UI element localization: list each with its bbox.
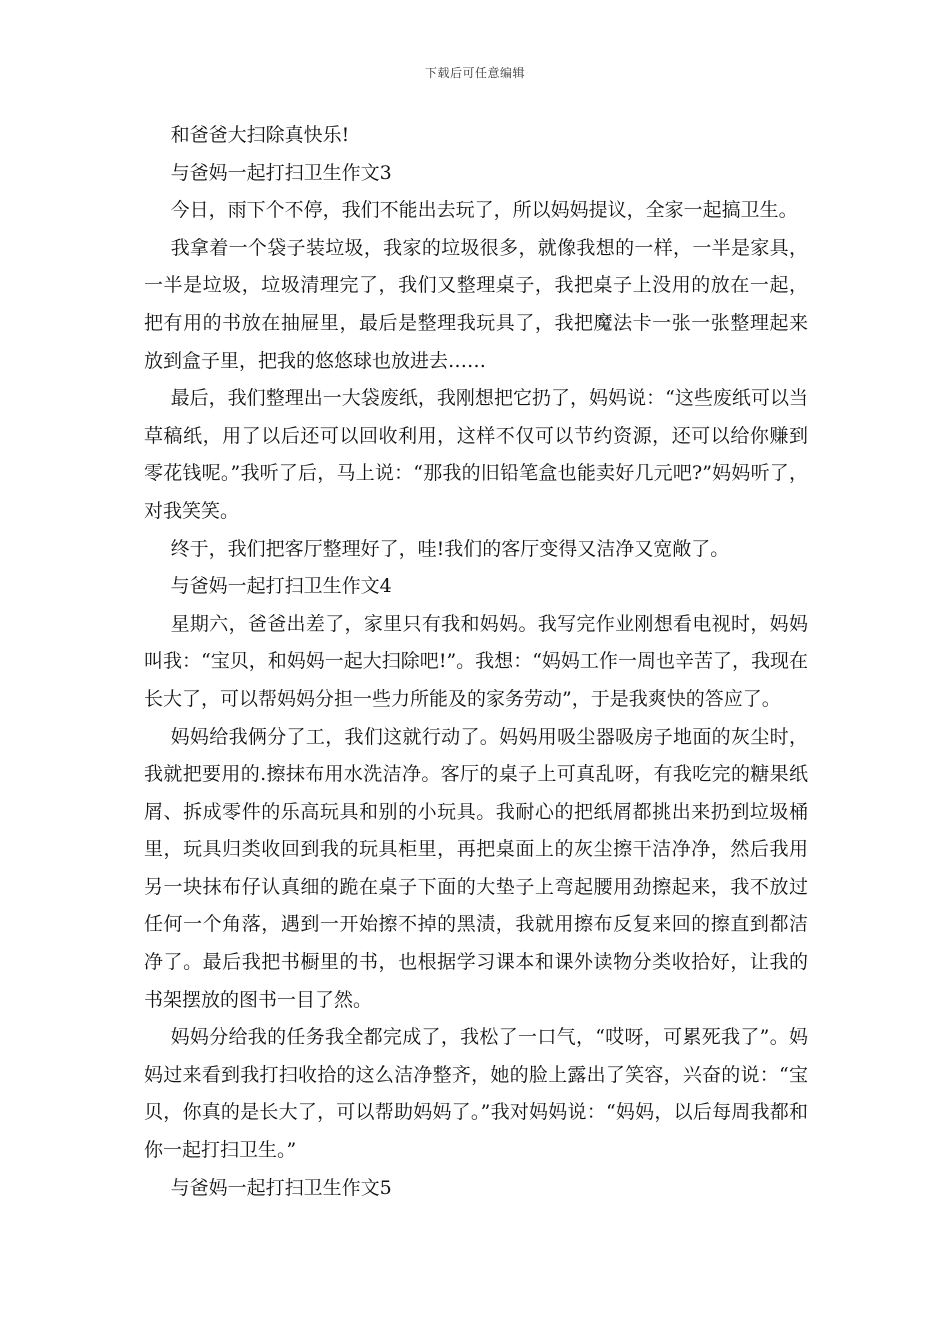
paragraph: 星期六，爸爸出差了，家里只有我和妈妈。我写完作业刚想看电视时，妈妈叫我：“宝贝，和妈妈一起大扫除吧!”。我想：“妈妈工作一周也辛苦了，我现在长大了，可以帮妈妈分担一些力所能及的家务劳动”，于是我爽快的答应了。 bbox=[144, 612, 808, 710]
paragraph: 最后，我们整理出一大袋废纸，我刚想把它扔了，妈妈说：“这些废纸可以当草稿纸，用了以后还可以回收利用，这样不仅可以节约资源，还可以给你赚到零花钱呢。”我听了后，马上说：“那我的旧铅笔盒也能卖好几元吧?”妈妈听了，对我笑笑。 bbox=[144, 387, 808, 522]
paragraph-closing-line: 和爸爸大扫除真快乐! bbox=[170, 124, 350, 146]
paragraph: 终于，我们把客厅整理好了，哇!我们的客厅变得又洁净又宽敞了。 bbox=[170, 537, 730, 560]
paragraph: 今日，雨下个不停，我们不能出去玩了，所以妈妈提议，全家一起搞卫生。 bbox=[170, 199, 798, 222]
paragraph: 妈妈分给我的任务我全都完成了，我松了一口气，“哎呀，可累死我了”。妈妈过来看到我打扫收拾的这么洁净整齐，她的脸上露出了笑容，兴奋的说：“宝贝，你真的是长大了，可以帮助妈妈了。”我对妈妈说：“妈妈，以后每周我都和你一起打扫卫生。” bbox=[144, 1026, 808, 1162]
paragraph: 妈妈给我俩分了工，我们这就行动了。妈妈用吸尘器吸房子地面的灰尘时，我就把要用的.擦抹布用水洗洁净。客厅的桌子上可真乱呀，有我吃完的糖果纸屑、拆成零件的乐高玩具和别的小玩具。我耐心的把纸屑都挑出来扔到垃圾桶里，玩具归类收回到我的玩具柜里，再把桌面上的灰尘擦干洁净净，然后我用另一块抹布仔认真细的跪在桌子下面的大垫子上弯起腰用劲擦起来，我不放过任何一个角落，遇到一开始擦不掉的黑渍，我就用擦布反复来回的擦直到都洁净了。最后我把书橱里的书，也根据学习课本和课外读物分类收拾好，让我的书架摆放的图书一目了然。 bbox=[144, 725, 808, 1011]
page-header: 下载后可任意编辑 bbox=[424, 66, 525, 80]
document-body bbox=[144, 117, 808, 1207]
paragraph: 我拿着一个袋子装垃圾，我家的垃圾很多，就像我想的一样，一半是家具，一半是垃圾，垃圾清理完了，我们又整理桌子，我把桌子上没用的放在一起，把有用的书放在抽屉里，最后是整理我玩具了，我把魔法卡一张一张整理起来放到盒子里，把我的悠悠球也放进去…… bbox=[144, 236, 808, 372]
essay-heading-4: 与爸妈一起打扫卫生作文4 bbox=[170, 575, 392, 598]
essay-heading-5: 与爸妈一起打扫卫生作文5 bbox=[170, 1176, 392, 1199]
essay-heading-3: 与爸妈一起打扫卫生作文3 bbox=[170, 161, 392, 184]
